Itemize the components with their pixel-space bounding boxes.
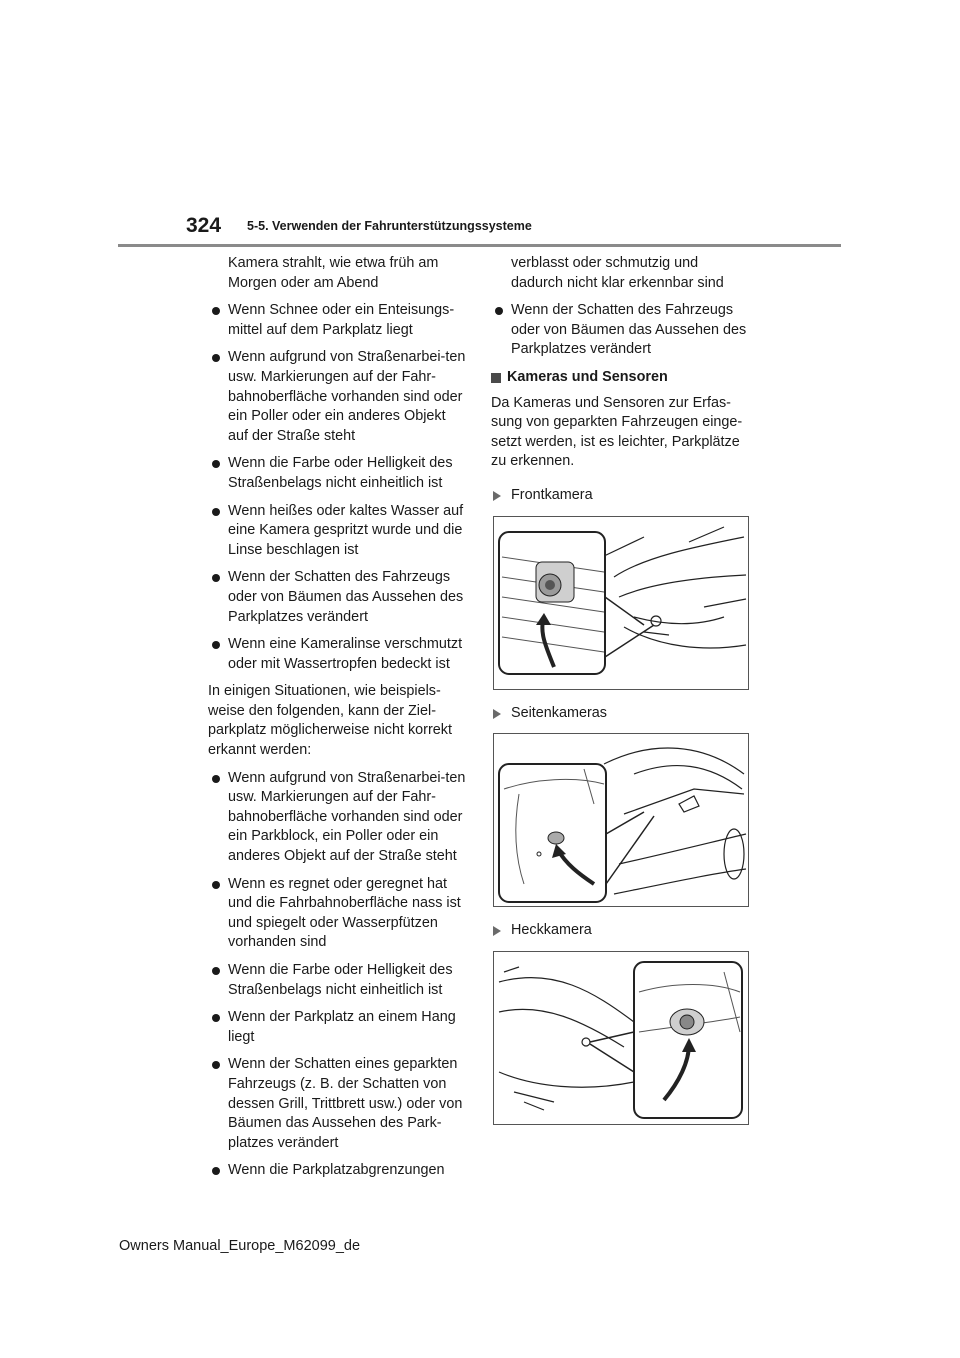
rear-camera-illustration — [493, 951, 749, 1125]
header-rule — [118, 244, 841, 247]
bullet-item: Wenn aufgrund von Straßenarbei-ten usw. Markierungen auf der Fahr-bahnoberfläche vorhanden sind oder ein Poller oder ein anderes Objekt auf der Straße steht — [208, 348, 466, 446]
bullet-item: Wenn heißes oder kaltes Wasser auf eine Kamera gespritzt wurde und die Linse beschlagen ist — [208, 502, 466, 561]
bullet-item: Wenn Schnee oder ein Enteisungs-mittel auf dem Parkplatz liegt — [208, 301, 466, 340]
bullet-item: Wenn aufgrund von Straßenarbei-ten usw. Markierungen auf der Fahr-bahnoberfläche vorhanden sind oder ein Parkblock, ein Poller oder ein anderes Objekt auf der Straße steht — [208, 769, 466, 867]
front-camera-illustration — [493, 516, 749, 690]
bullet-item: Wenn die Parkplatzabgrenzungen — [208, 1161, 466, 1181]
bullet-item: Wenn eine Kameralinse verschmutzt oder mit Wassertropfen bedeckt ist — [208, 635, 466, 674]
description-paragraph: Da Kameras und Sensoren zur Erfas-sung von geparkten Fahrzeugen einge-setzt werden, ist es leichter, Parkplätze zu erkennen. — [491, 394, 743, 470]
side-cameras-illustration — [493, 733, 749, 907]
bullet-item: Wenn der Schatten des Fahrzeugs oder von Bäumen das Aussehen des Parkplatzes verändert — [491, 301, 753, 360]
bullet-item: Wenn es regnet oder geregnet hat und die Fahrbahnoberfläche nass ist und spiegelt oder Wasserpfützen vorhanden sind — [208, 875, 466, 953]
left-column — [208, 254, 466, 1189]
right-column — [491, 254, 753, 1131]
bullet-item: Wenn der Parkplatz an einem Hang liegt — [208, 1008, 466, 1047]
bullet-item: Wenn die Farbe oder Helligkeit des Straßenbelags nicht einheitlich ist — [208, 961, 466, 1000]
figure-label-rear: Heckkamera — [491, 921, 753, 941]
section-title: 5-5. Verwenden der Fahrunterstützungssysteme — [247, 219, 532, 233]
bullet-item: Wenn die Farbe oder Helligkeit des Straßenbelags nicht einheitlich ist — [208, 454, 466, 493]
bullet-item: Wenn der Schatten eines geparkten Fahrzeugs (z. B. der Schatten von dessen Grill, Trittbrett usw.) oder von Bäumen das Aussehen des Park-platzes verändert — [208, 1055, 466, 1153]
subsection-heading: Kameras und Sensoren — [491, 368, 753, 388]
continuation-text: Kamera strahlt, wie etwa früh am Morgen oder am Abend — [228, 255, 439, 291]
page-number: 324 — [186, 214, 222, 237]
figure-label-side: Seitenkameras — [491, 704, 753, 724]
footer-text: Owners Manual_Europe_M62099_de — [119, 1238, 361, 1254]
figure-label-front: Frontkamera — [491, 486, 753, 506]
bullet-item: Wenn der Schatten des Fahrzeugs oder von Bäumen das Aussehen des Parkplatzes verändert — [208, 568, 466, 627]
continuation-text: verblasst oder schmutzig und dadurch nicht klar erkennbar sind — [511, 255, 724, 291]
intro-paragraph: In einigen Situationen, wie beispiels-weise den folgenden, kann der Ziel-parkplatz möglicherweise nicht korrekt erkannt werden: — [208, 683, 452, 759]
